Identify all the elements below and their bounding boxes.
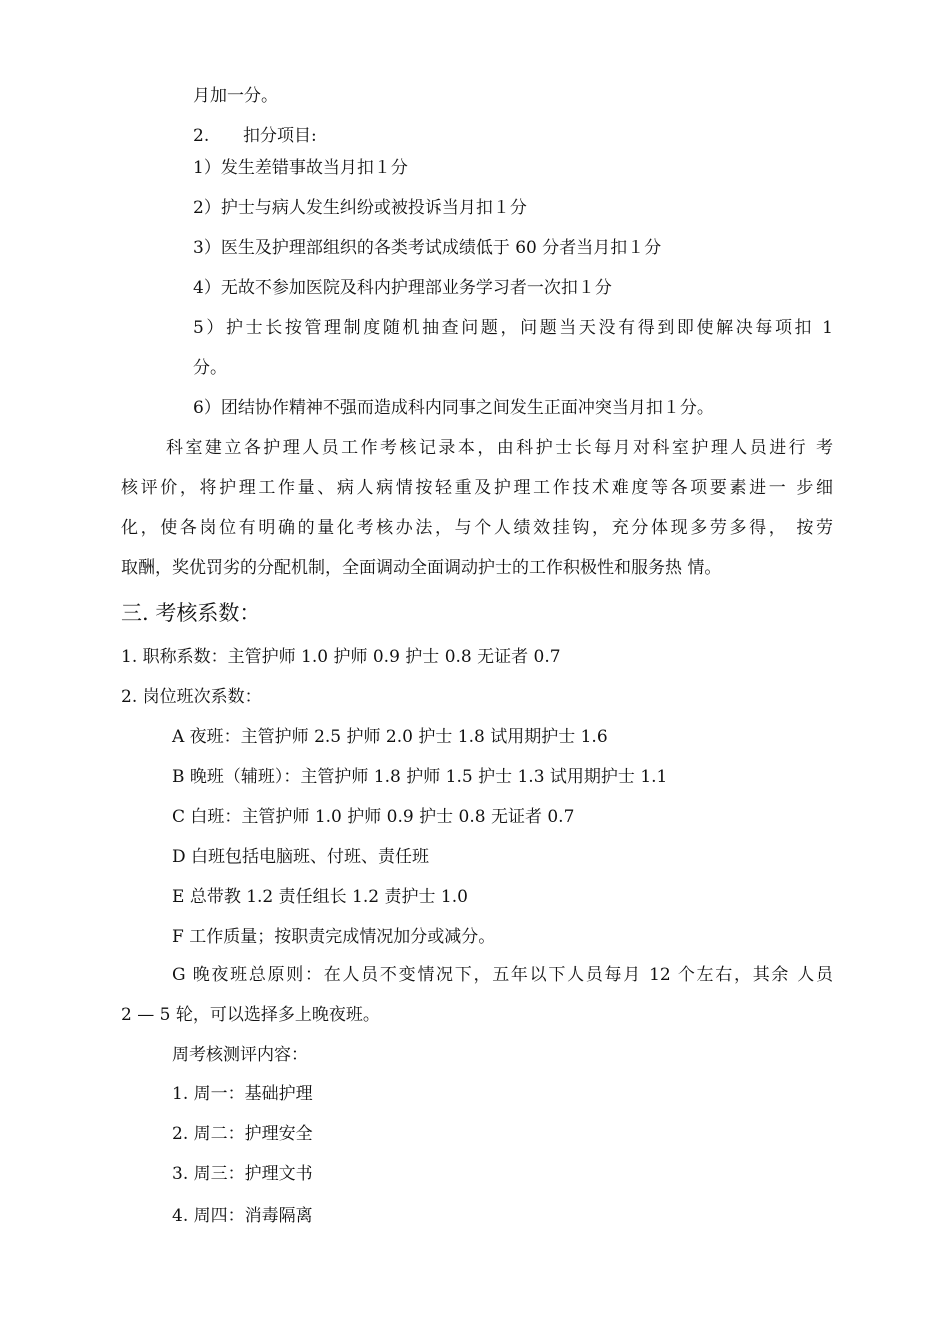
- text-line: 2. 岗位班次系数：: [121, 687, 262, 707]
- list-item: G 晚夜班总原则：在人员不变情况下，五年以下人员每月 12 个左右，其余 人员: [172, 965, 833, 985]
- list-item: 3）医生及护理部组织的各类考试成绩低于 60 分者当月扣１分: [193, 238, 662, 258]
- text-line: 1. 职称系数：主管护师 1.0 护师 0.9 护士 0.8 无证者 0.7: [121, 647, 561, 667]
- list-item: 2. 周二：护理安全: [172, 1124, 313, 1144]
- list-item-continuation: 分。: [193, 358, 227, 378]
- list-item: C 白班：主管护师 1.0 护师 0.9 护士 0.8 无证者 0.7: [172, 807, 575, 827]
- paragraph-line: 核评价，将护理工作量、病人病情按轻重及护理工作技术难度等各项要素进一 步细: [121, 478, 833, 498]
- list-item: F 工作质量；按职责完成情况加分或减分。: [172, 927, 496, 947]
- paragraph-line: 科室建立各护理人员工作考核记录本，由科护士长每月对科室护理人员进行 考: [166, 438, 833, 458]
- list-item: E 总带教 1.2 责任组长 1.2 责护士 1.0: [172, 887, 468, 907]
- section-subtitle: 扣分项目:: [243, 126, 317, 146]
- list-item: 2）护士与病人发生纠纷或被投诉当月扣１分: [193, 198, 527, 218]
- list-item: D 白班包括电脑班、付班、责任班: [172, 847, 430, 867]
- list-item: 5）护士长按管理制度随机抽查问题，问题当天没有得到即使解决每项扣 1: [193, 318, 833, 338]
- list-item: 1）发生差错事故当月扣１分: [193, 158, 408, 178]
- list-item: 4. 周四：消毒隔离: [172, 1206, 313, 1226]
- list-item: 6）团结协作精神不强而造成科内同事之间发生正面冲突当月扣１分。: [193, 398, 714, 418]
- list-item: 4）无故不参加医院及科内护理部业务学习者一次扣１分: [193, 278, 612, 298]
- text-line: 周考核测评内容：: [172, 1045, 308, 1065]
- list-item: B 晚班（辅班）：主管护师 1.8 护师 1.5 护士 1.3 试用期护士 1.1: [172, 767, 668, 787]
- list-item-continuation: 2 — 5 轮，可以选择多上晚夜班。: [121, 1005, 380, 1025]
- list-item: 1. 周一：基础护理: [172, 1084, 313, 1104]
- list-item: 3. 周三：护理文书: [172, 1164, 313, 1184]
- section-heading: 三. 考核系数：: [121, 601, 261, 625]
- text-line: 月加一分。: [193, 86, 278, 106]
- list-item: A 夜班：主管护师 2.5 护师 2.0 护士 1.8 试用期护士 1.6: [172, 727, 608, 747]
- item-number: 2.: [193, 126, 210, 146]
- paragraph-line: 化，使各岗位有明确的量化考核办法，与个人绩效挂钩，充分体现多劳多得， 按劳: [121, 518, 833, 538]
- paragraph-line: 取酬，奖优罚劣的分配机制，全面调动全面调动护士的工作积极性和服务热 情。: [121, 558, 722, 578]
